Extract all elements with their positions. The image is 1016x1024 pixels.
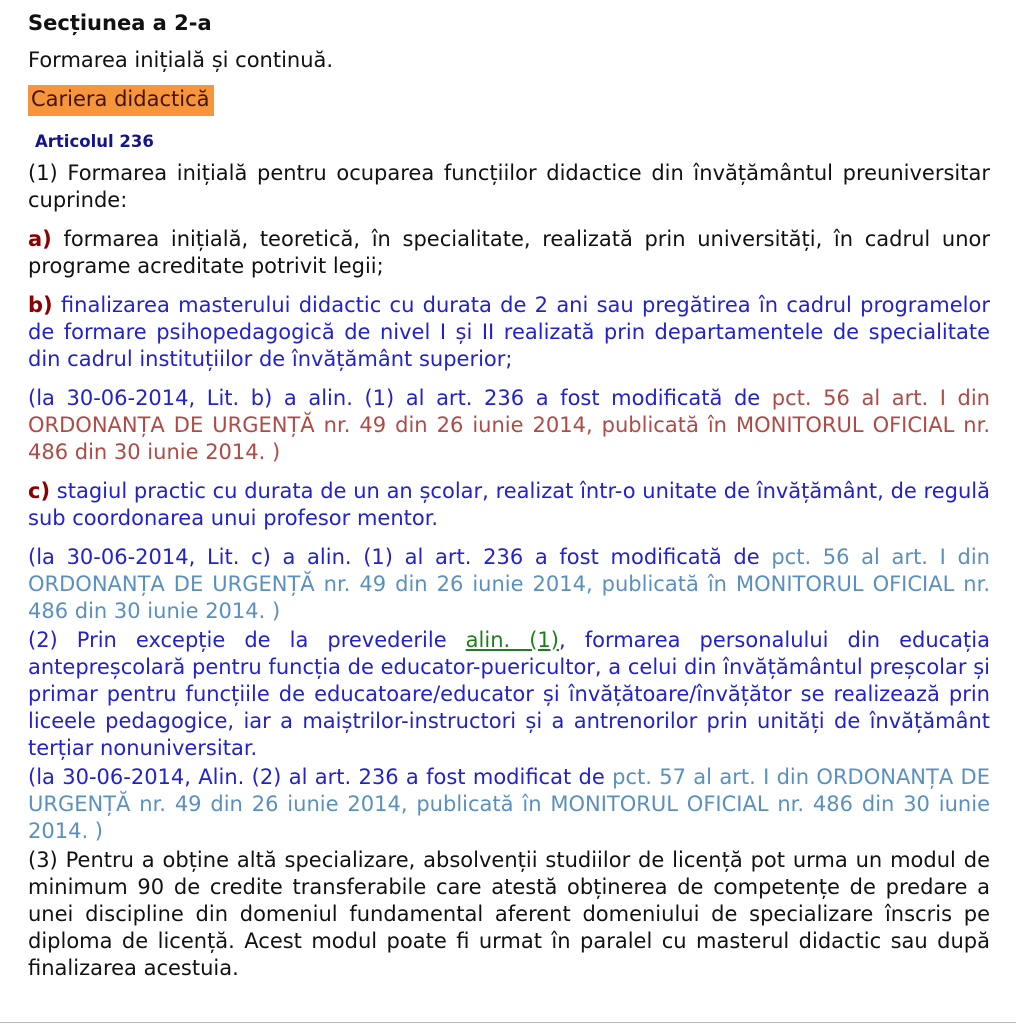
article-heading: Articolul 236	[35, 132, 154, 151]
bottom-divider	[0, 1022, 1016, 1023]
list-item-c-marker: c)	[28, 479, 51, 503]
highlighted-term: Cariera didactică	[28, 85, 214, 116]
amendment-note-c	[28, 544, 990, 625]
section-heading: Secțiunea a 2-a	[28, 11, 212, 35]
highlighted-term-line	[28, 85, 990, 116]
list-item-a-text: formarea inițială, teoretică, în specialitate, realizată prin universități, în cadrul unor programe acreditate potrivit legii;	[28, 227, 990, 278]
amendment-note-c-intro: (la 30-06-2014, Lit. c) a alin. (1) al art. 236 a fost modificată de	[28, 545, 772, 569]
amendment-note-alin2-reference: pct. 57 al art. I din ORDONANȚA DE URGENȚĂ nr. 49 din 26 iunie 2014, publicată în MONITORUL OFICIAL nr. 486 din 30 iunie 2014. )	[28, 765, 990, 843]
amendment-note-b	[28, 385, 990, 466]
list-item-b	[28, 292, 990, 373]
paragraph-3: (3) Pentru a obține altă specializare, absolvenții studiilor de licență pot urma un modul de minimum 90 de credite transferabile care atestă obținerea de competențe de predare a unei discipline din domeniul fundamental aferent domeniului de specializare înscris pe diploma de licență. Acest modul poate fi urmat în paralel cu masterul didactic sau după finalizarea acestuia.	[28, 848, 990, 980]
amendment-note-c-reference: pct. 56 al art. I din ORDONANȚA DE URGENȚĂ nr. 49 din 26 iunie 2014, publicată în MONITORUL OFICIAL nr. 486 din 30 iunie 2014. )	[28, 545, 990, 623]
amendment-note-b-reference: pct. 56 al art. I din ORDONANȚA DE URGENȚĂ nr. 49 din 26 iunie 2014, publicată în MONITORUL OFICIAL nr. 486 din 30 iunie 2014. )	[28, 386, 990, 464]
list-item-c-text: stagiul practic cu durata de un an școlar, realizat într-o unitate de învățământ, de regulă sub coordonarea unui profesor mentor.	[28, 479, 990, 530]
amendment-note-alin2	[28, 764, 990, 845]
list-item-b-marker: b)	[28, 293, 53, 317]
paragraph-2-after-link: , formarea personalului din educația antepreșcolară pentru funcția de educator-puericultor, a celui din învățământul preșcolar și primar pentru funcțiile de educatoare/educator și învățătoare/învățător se realizează prin liceele pedagogice, iar a maiștrilor-instructori și a antrenorilor prin unități de învățământ terțiar nonuniversitar.	[28, 628, 990, 760]
amendment-note-b-intro: (la 30-06-2014, Lit. b) a alin. (1) al art. 236 a fost modificată de	[28, 386, 772, 410]
list-item-a	[28, 226, 990, 280]
list-item-b-text: finalizarea masterului didactic cu durata de 2 ani sau pregătirea în cadrul programelor de formare psihopedagogică de nivel I și II realizată prin departamentele de specialitate din cadrul instituțiilor de învățământ superior;	[28, 293, 990, 371]
list-item-a-marker: a)	[28, 227, 52, 251]
amendment-note-alin2-intro: (la 30-06-2014, Alin. (2) al art. 236 a fost modificat de	[28, 765, 613, 789]
section-subtitle: Formarea inițială și continuă.	[28, 48, 334, 72]
paragraph-1: (1) Formarea inițială pentru ocuparea funcțiilor didactice din învățământul preuniversitar cuprinde:	[28, 161, 990, 212]
list-item-c	[28, 478, 990, 532]
alin-1-link[interactable]: alin. (1)	[465, 628, 559, 652]
paragraph-2-before-link: (2) Prin excepție de la prevederile	[28, 628, 466, 652]
paragraph-2	[28, 627, 990, 762]
